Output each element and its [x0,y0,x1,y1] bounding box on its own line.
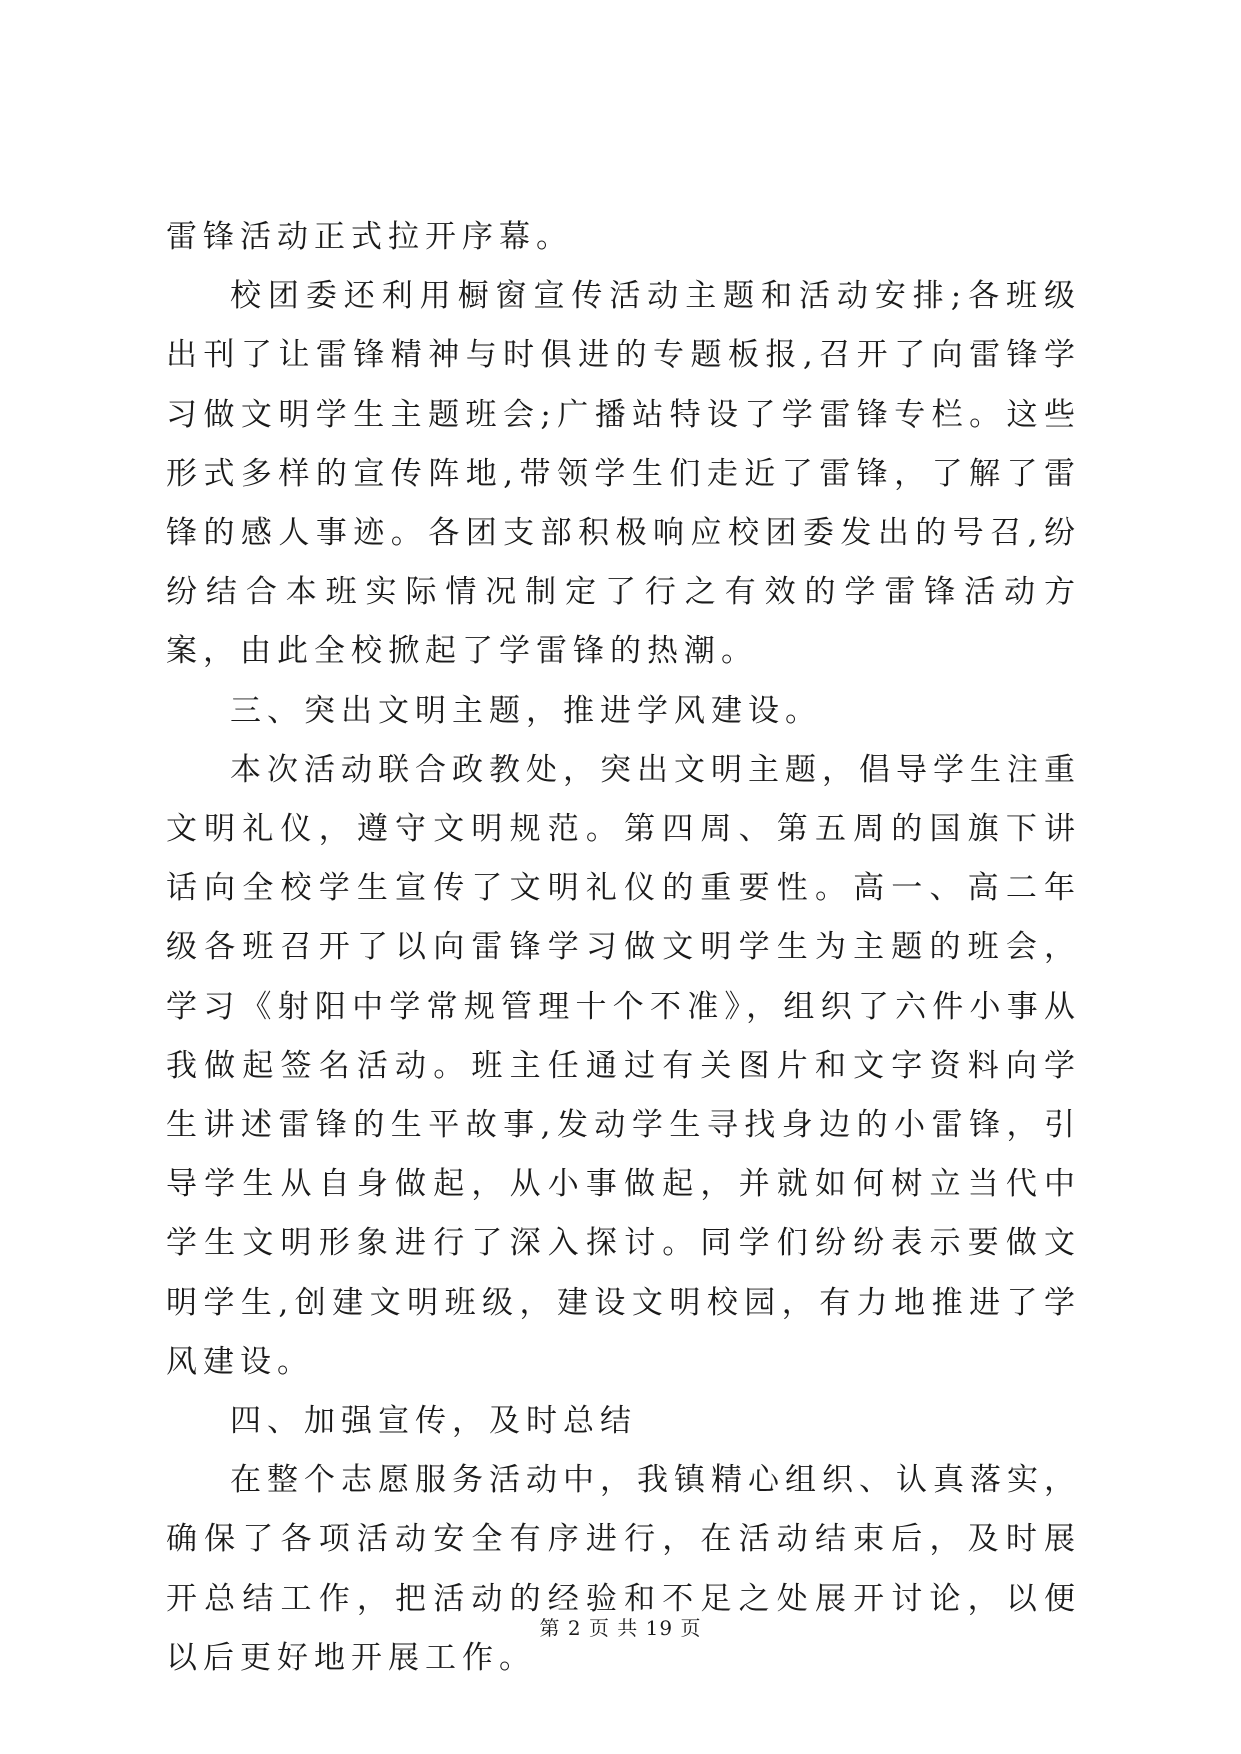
paragraph-civility: 本次活动联合政教处，突出文明主题，倡导学生注重文明礼仪，遵守文明规范。第四周、第五周的国旗下讲话向全校学生宣传了文明礼仪的重要性。高一、高二年级各班召开了以向雷锋学习做文明学生为主题的班会，学习《射阳中学常规管理十个不准》，组织了六件小事从我做起签名活动。班主任通过有关图片和文字资料向学生讲述雷锋的生平故事,发动学生寻找身边的小雷锋，引导学生从自身做起，从小事做起，并就如何树立当代中学生文明形象进行了深入探讨。同学们纷纷表示要做文明学生,创建文明班级，建设文明校园，有力地推进了学风建设。 [166,751,1081,1380]
section-heading-four: 四、加强宣传，及时总结 [230,1403,637,1440]
document-body [166,208,1081,1688]
page-number-footer: 第 2 页 共 19 页 [539,1616,702,1640]
section-heading-three: 三、突出文明主题，推进学风建设。 [230,692,822,729]
paragraph-publicity: 校团委还利用橱窗宣传活动主题和活动安排;各班级出刊了让雷锋精神与时俱进的专题板报,召开了向雷锋学习做文明学生主题班会;广播站特设了学雷锋专栏。这些形式多样的宣传阵地,带领学生们走近了雷锋，了解了雷锋的感人事迹。各团支部积极响应校团委发出的号召,纷纷结合本班实际情况制定了行之有效的学雷锋活动方案，由此全校掀起了学雷锋的热潮。 [166,278,1081,670]
paragraph-summary: 在整个志愿服务活动中，我镇精心组织、认真落实，确保了各项活动安全有序进行，在活动结束后，及时展开总结工作，把活动的经验和不足之处展开讨论，以便以后更好地开展工作。 [166,1462,1081,1676]
paragraph-continuation: 雷锋活动正式拉开序幕。 [166,219,573,255]
